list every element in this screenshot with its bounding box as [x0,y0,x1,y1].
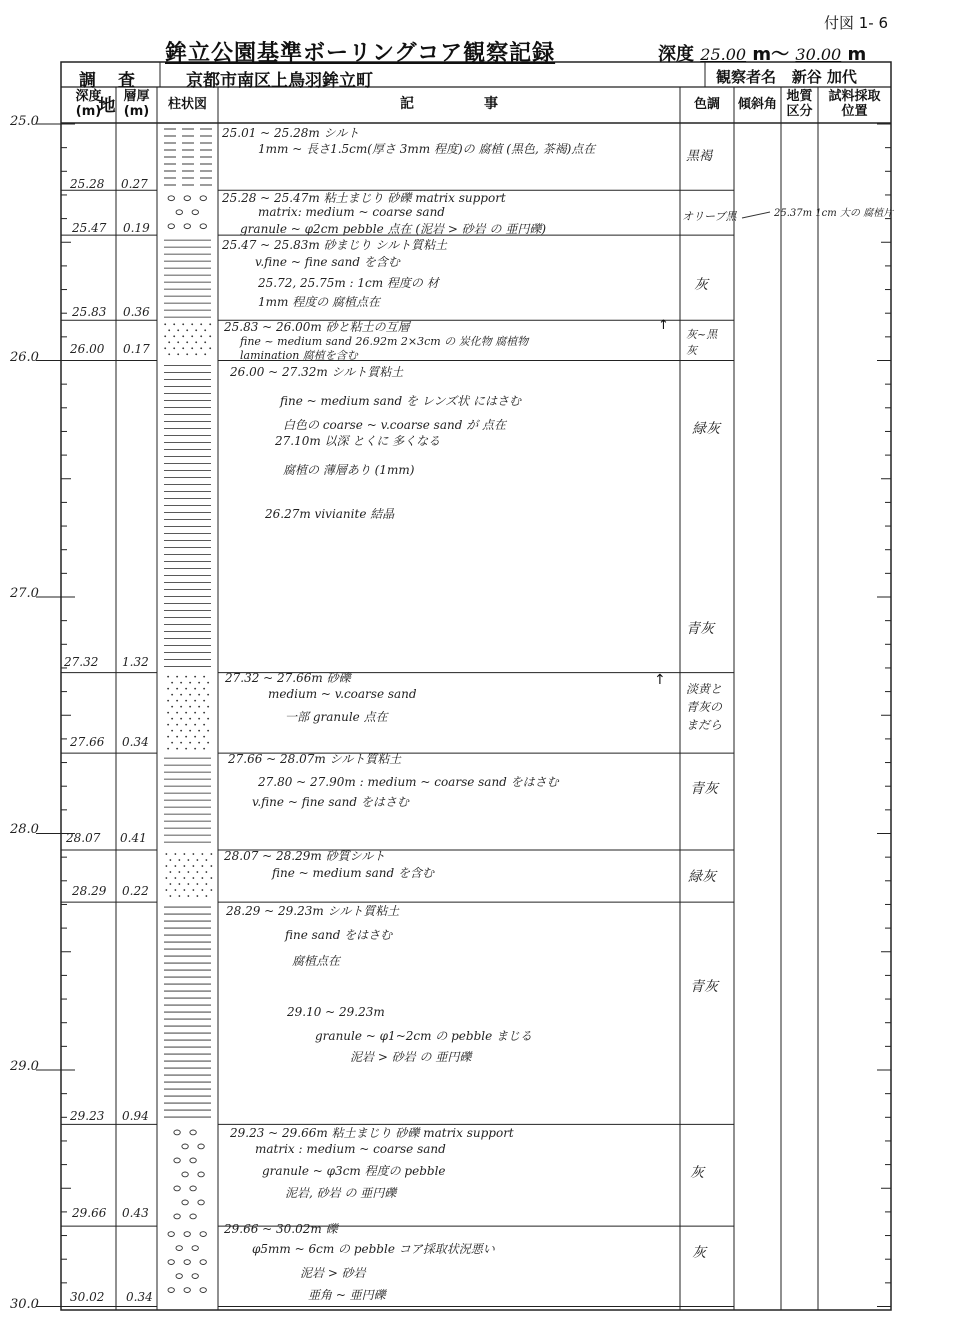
depth-unit-2: m [847,44,867,65]
layer-desc-line: 腐植の 薄層あり (1mm) [283,463,415,477]
sand-dot [192,889,194,891]
sand-dot [186,341,188,343]
sand-dot [191,347,193,349]
col-sample-label-1: 試料採取 [828,89,881,104]
layer-desc-line: 26.27m vivianite 結晶 [265,507,395,521]
layer-color: 緑灰 [692,421,720,437]
layer-desc-line: fine sand をはさむ [285,928,393,942]
sand-dot [192,877,194,879]
sand-dot [194,712,196,714]
sand-dot [201,877,203,879]
layer-desc-line: 25.47 ~ 25.83m 砂まじり シルト質粘土 [222,238,448,252]
layer-desc-line: 29.23 ~ 29.66m 粘土まじり 砂礫 matrix support [230,1126,514,1140]
layer-depth: 25.83 [72,305,107,319]
sand-dot [187,883,189,885]
site-value: 京都市南区上鳥羽鉾立町 [186,71,373,91]
sand-dot [207,718,209,720]
gravel-clast [168,1260,174,1265]
layer-desc-line: 25.28 ~ 25.47m 粘土まじり 砂礫 matrix support [222,191,506,205]
sand-dot [185,748,187,750]
sand-dot [196,859,198,861]
gravel-clast [190,1130,196,1135]
depth-from: 25.00 [700,45,747,64]
sand-dot [176,712,178,714]
sand-dot [174,865,176,867]
layer-depth: 30.02 [70,1290,105,1304]
sand-dot [203,736,205,738]
gravel-clast [168,196,174,201]
sand-dot [194,724,196,726]
col-depth-unit: (m) [75,104,102,119]
layer-thickness: 0.17 [123,342,150,356]
sand-dot [194,688,196,690]
col-column-header: 柱状図 [167,97,207,112]
sand-dot [200,335,202,337]
gravel-clast [192,1246,198,1251]
sand-dot [198,742,200,744]
sand-dot [173,335,175,337]
sand-dot [180,682,182,684]
sand-dot [205,895,207,897]
layer-color: オリーブ黒 [682,210,737,223]
sand-dot [198,694,200,696]
sand-dot [167,724,169,726]
gravel-clast [200,1260,206,1265]
layer-depth: 26.00 [70,342,105,356]
layer-desc-line: 28.29 ~ 29.23m シルト質粘土 [226,904,400,918]
sand-dot [171,730,173,732]
sand-dot [210,889,212,891]
sand-dot [189,730,191,732]
layer-desc-line: 27.80 ~ 27.90m : medium ~ coarse sand をはさむ [258,775,559,789]
col-unit-label-1: 地質 [786,89,813,104]
layer-desc-line: 27.32 ~ 27.66m 砂礫 [225,671,351,685]
sand-dot [209,335,211,337]
sand-dot [168,341,170,343]
sand-dot [167,712,169,714]
depth-range [658,40,866,66]
sand-dot [168,353,170,355]
sand-dot [200,323,202,325]
sand-dot [203,748,205,750]
layer-desc-line: 25.83 ~ 26.00m 砂と粘土の互層 [224,320,410,334]
sand-dot [194,676,196,678]
layer-thickness: 0.22 [122,884,149,898]
sand-dot [168,329,170,331]
sand-dot [174,889,176,891]
col-unit-label-2: 区分 [786,104,813,119]
layer-depth: 25.47 [72,221,107,235]
page-title: 鉾立公園基準ボーリングコア観察記録 [165,41,556,66]
layer-desc-line: 腐植点在 [292,954,341,968]
layer-color: 黒褐 [686,149,713,164]
col-depth-label: 深度 [75,89,102,104]
layer-thickness: 0.27 [121,177,148,191]
sand-dot [165,889,167,891]
layer-desc-line: 29.10 ~ 29.23m [287,1005,385,1019]
gravel-clast [182,1172,188,1177]
layer-thickness: 0.19 [123,221,150,235]
sand-dot [191,335,193,337]
gravel-clast [174,1214,180,1219]
gravel-clast [198,1172,204,1177]
depth-to: 30.00 [795,45,842,64]
sand-dot [203,700,205,702]
sand-dot [203,724,205,726]
sand-dot [171,718,173,720]
gravel-clast [184,1260,190,1265]
sand-dot [167,688,169,690]
sand-dot [178,895,180,897]
sand-dot [189,718,191,720]
sand-dot [196,883,198,885]
sand-dot [183,853,185,855]
sand-dot [210,865,212,867]
gravel-clast [198,1144,204,1149]
sand-dot [183,865,185,867]
depth-label: 深度 [658,44,694,65]
layer-color: 灰 [692,1245,706,1261]
sand-dot [165,853,167,855]
stratigraphic-column [164,129,212,1292]
sand-dot [205,871,207,873]
sand-dot [183,889,185,891]
sand-dot [203,676,205,678]
sand-dot [182,335,184,337]
sand-dot [164,347,166,349]
gravel-clast [182,1200,188,1205]
sand-dot [183,877,185,879]
scale-label: 29.0 [10,1059,39,1074]
scale-label: 30.0 [10,1297,39,1312]
layer-thickness: 1.32 [122,655,149,669]
layer-desc-line: granule ~ φ1~2cm の pebble まじる [315,1029,533,1043]
sand-dot [164,335,166,337]
layer-desc-line: 28.07 ~ 28.29m 砂質シルト [224,849,386,863]
sand-dot [195,353,197,355]
col-thickness-header [116,89,157,119]
scale-label: 26.0 [10,350,39,365]
col-thickness-unit: (m) [123,104,150,119]
layer-depth: 27.32 [64,655,99,669]
layer-desc-line: 1mm ~ 長さ1.5cm(厚さ 3mm 程度)の 腐植 (黒色, 茶褐)点在 [258,142,596,156]
sand-dot [204,353,206,355]
gravel-clast [200,1232,206,1237]
sand-dot [169,883,171,885]
sand-dot [185,736,187,738]
depth-unit-1: m〜 [752,44,790,65]
sand-dot [192,853,194,855]
layer-desc-line: 25.01 ~ 25.28m シルト [222,126,360,140]
layer-desc-line: 泥岩, 砂岩 の 亜円礫 [285,1186,397,1200]
gravel-clast [174,1130,180,1135]
observer-name: 新谷 加代 [791,68,857,86]
sand-dot [207,694,209,696]
sand-dot [194,700,196,702]
gravel-clast [192,1274,198,1279]
layer-desc-line: granule ~ φ3cm 程度の pebble [262,1164,446,1178]
sand-dot [185,676,187,678]
layer-color: 青灰 [690,979,718,995]
sand-dot [205,883,207,885]
layer-color: 緑灰 [688,869,716,885]
sand-dot [191,323,193,325]
sample-annotation: 25.37m 1cm 大の 腐植片 [774,208,894,219]
sand-dot [167,748,169,750]
layer-thickness: 0.41 [120,831,147,845]
layer-thickness: 0.36 [123,305,150,319]
layer-desc-line: 25.72, 25.75m : 1cm 程度の 材 [258,276,439,290]
sand-dot [177,353,179,355]
layer-color-2: 青灰 [686,621,714,637]
observer-label: 観察者名 [716,68,777,86]
sand-dot [194,736,196,738]
layer-desc-line: 亜角 ~ 亜円礫 [308,1288,386,1302]
col-unit-header [781,89,818,119]
layer-desc-line: matrix: medium ~ coarse sand [258,205,445,219]
gravel-clast [190,1158,196,1163]
layer-desc-line: fine ~ medium sand を レンズ状 にはさむ [280,394,521,408]
sand-dot [169,895,171,897]
sand-dot [204,341,206,343]
sand-dot [186,329,188,331]
sand-dot [174,853,176,855]
sand-dot [196,895,198,897]
layer-desc-line: granule ~ φ2cm pebble 点在 (泥岩 > 砂岩 の 亜円礫) [240,222,546,236]
col-notes-header: 記 事 [400,96,498,112]
sand-dot [201,853,203,855]
scale-label: 27.0 [10,586,39,601]
gravel-clast [184,224,190,229]
observer [716,66,857,87]
layer-desc-line: 29.66 ~ 30.02m 礫 [224,1222,338,1236]
sand-dot [180,718,182,720]
sand-dot [198,730,200,732]
sand-dot [187,871,189,873]
upward-arrow: ↑ [654,672,666,688]
col-sample-header [818,89,891,119]
layer-thickness: 0.43 [122,1206,149,1220]
layer-thickness: 0.34 [126,1290,153,1304]
sand-dot [176,700,178,702]
sand-dot [178,859,180,861]
layer-depth: 29.66 [72,1206,107,1220]
sand-dot [180,694,182,696]
gravel-clast [200,196,206,201]
sand-dot [165,865,167,867]
sand-dot [205,859,207,861]
gravel-clast [190,1214,196,1219]
sand-dot [173,323,175,325]
gravel-clast [184,1232,190,1237]
layer-depth: 27.66 [70,735,105,749]
sand-dot [192,865,194,867]
sand-dot [185,700,187,702]
sand-dot [209,347,211,349]
site-label: 調 査 地 [79,71,143,116]
sand-dot [176,676,178,678]
layer-desc-line: 27.66 ~ 28.07m シルト質粘土 [228,752,402,766]
layer-depth: 29.23 [70,1109,105,1123]
sand-dot [187,859,189,861]
sand-dot [195,329,197,331]
sand-dot [210,877,212,879]
sand-dot [178,883,180,885]
gravel-clast [176,1246,182,1251]
gravel-clast [168,1232,174,1237]
gravel-clast [176,1274,182,1279]
sand-dot [189,706,191,708]
layer-desc-line: medium ~ v.coarse sand [268,687,417,701]
layer-desc-line: 1mm 程度の 腐植点在 [258,295,381,309]
sand-dot [173,347,175,349]
gravel-clast [182,1144,188,1149]
layer-desc-line: 27.10m 以深 とくに 多くなる [275,434,441,448]
layer-color: 灰~黒灰 [686,328,718,357]
sand-dot [198,682,200,684]
sand-dot [200,347,202,349]
layer-depth: 28.29 [72,884,107,898]
sand-dot [203,712,205,714]
sand-dot [176,724,178,726]
sand-dot [186,353,188,355]
sand-dot [180,706,182,708]
sand-dot [189,682,191,684]
sand-dot [180,730,182,732]
sand-dot [174,877,176,879]
sand-dot [185,688,187,690]
gravel-clast [192,210,198,215]
sand-dot [167,700,169,702]
layer-desc-line: 26.00 ~ 27.32m シルト質粘土 [230,365,404,379]
sand-dot [189,742,191,744]
sand-dot [176,688,178,690]
gravel-clast [190,1186,196,1191]
sand-dot [177,329,179,331]
sand-dot [171,706,173,708]
sand-dot [182,347,184,349]
sand-dot [207,730,209,732]
sand-dot [169,859,171,861]
layer-depth: 28.07 [66,831,101,845]
sand-dot [167,676,169,678]
sand-dot [201,865,203,867]
sand-dot [198,718,200,720]
gravel-clast [168,1288,174,1293]
sand-dot [169,871,171,873]
sand-dot [194,748,196,750]
layer-desc-line: v.fine ~ fine sand をはさむ [252,795,409,809]
layer-color: 淡黄と青灰のまだら [686,682,723,732]
sand-dot [187,895,189,897]
sand-dot [180,742,182,744]
sand-dot [167,736,169,738]
sand-dot [171,682,173,684]
sand-dot [171,742,173,744]
scale-label: 28.0 [10,822,39,837]
sand-dot [164,323,166,325]
sand-dot [195,341,197,343]
sand-dot [189,694,191,696]
upward-arrow: ↑ [658,318,669,333]
gravel-clast [174,1186,180,1191]
layer-color: 青灰 [690,781,718,797]
layer-desc-line: fine ~ medium sand 26.92m 2×3cm の 炭化物 腐植物 [240,335,529,348]
sand-dot [207,742,209,744]
sand-dot [185,724,187,726]
layer-desc-line: 泥岩 > 砂岩 の 亜円礫 [350,1050,472,1064]
sand-dot [207,706,209,708]
sand-dot [165,877,167,879]
gravel-clast [200,1288,206,1293]
layer-color: 灰 [690,1165,704,1181]
col-thickness-label: 層厚 [123,89,150,104]
gravel-clast [184,1288,190,1293]
scale-label: 25.0 [10,114,39,129]
sand-dot [210,853,212,855]
layer-desc-line: matrix : medium ~ coarse sand [255,1142,446,1156]
sand-dot [176,736,178,738]
layer-desc-line: lamination 腐植を含む [240,349,358,362]
sand-dot [203,688,205,690]
layer-desc-line: 一部 granule 点在 [285,710,388,724]
gravel-clast [200,224,206,229]
gravel-clast [176,210,182,215]
sand-dot [196,871,198,873]
layer-thickness: 0.34 [122,735,149,749]
sand-dot [177,341,179,343]
col-depth-header [61,89,116,119]
sand-dot [176,748,178,750]
sand-dot [171,694,173,696]
col-sample-label-2: 位置 [841,104,868,119]
sand-dot [182,323,184,325]
layer-desc-line: 白色の coarse ~ v.coarse sand が 点在 [283,418,507,432]
gravel-clast [184,196,190,201]
gravel-clast [198,1200,204,1205]
layer-desc-line: 泥岩 > 砂岩 [300,1266,366,1280]
gravel-clast [168,224,174,229]
layer-thickness: 0.94 [122,1109,149,1123]
layer-color: 灰 [694,277,708,293]
sand-dot [201,889,203,891]
sand-dot [209,323,211,325]
figure-reference: 付図 1- 6 [823,14,888,32]
gravel-clast [174,1158,180,1163]
layer-desc-line: fine ~ medium sand を含む [272,866,434,880]
sand-dot [185,712,187,714]
layer-depth: 25.28 [70,177,105,191]
layer-desc-line: v.fine ~ fine sand を含む [255,255,400,269]
col-color-header: 色調 [693,97,720,112]
layer-desc-line: φ5mm ~ 6cm の pebble コア採取状況悪い [252,1242,495,1256]
sand-dot [204,329,206,331]
sand-dot [207,682,209,684]
sand-dot [198,706,200,708]
sand-dot [178,871,180,873]
col-dip-header: 傾斜角 [737,97,777,112]
